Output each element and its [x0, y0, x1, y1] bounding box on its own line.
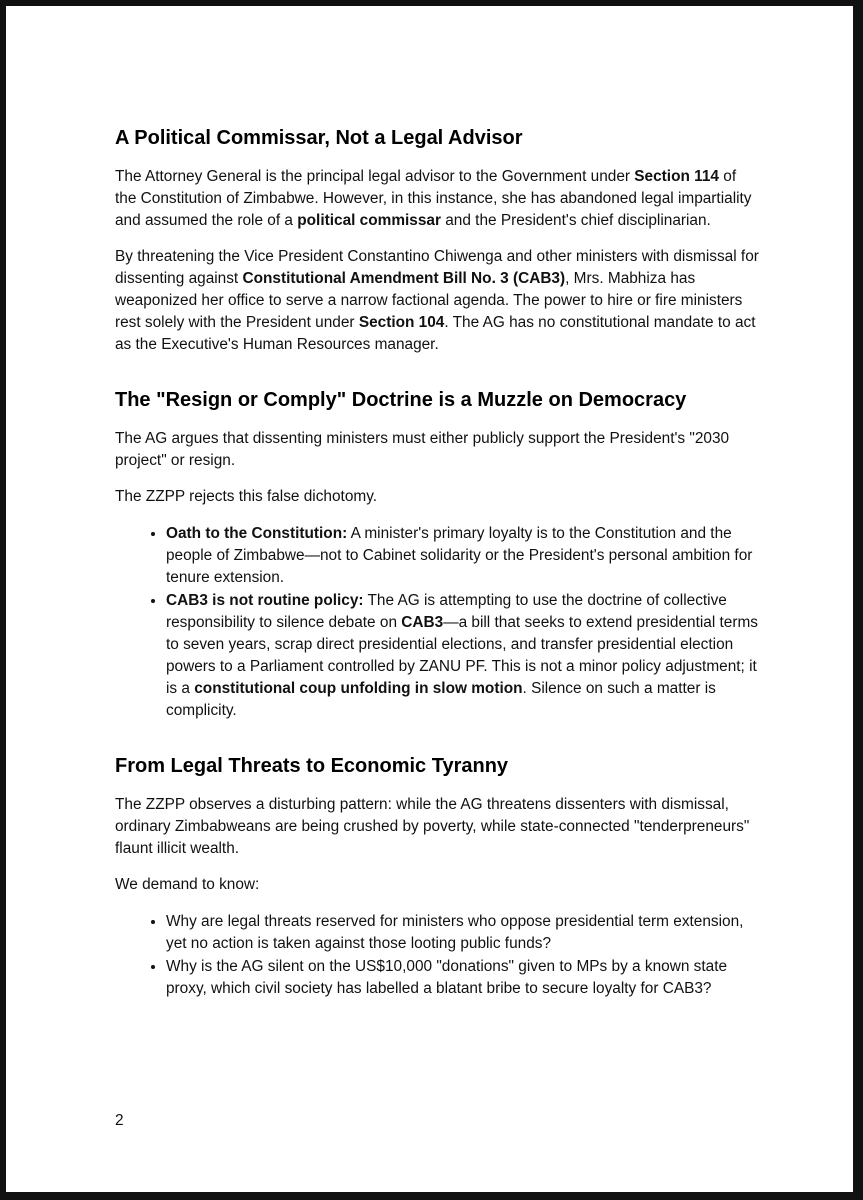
paragraph: We demand to know:	[115, 876, 260, 893]
bullet-list	[115, 910, 760, 1000]
bold-text: Constitutional Amendment Bill No. 3 (CAB3)	[242, 270, 566, 287]
document-page	[6, 6, 853, 1192]
section-heading-political-commissar: A Political Commissar, Not a Legal Advisor	[115, 127, 523, 149]
list-item	[166, 589, 760, 722]
page-number: 2	[115, 1112, 124, 1129]
text-run: . The AG has no constitutional mandate to act as the Executive's Human Resources manager.	[115, 314, 756, 353]
text-run: , Mrs. Mabhiza has weaponized her office to serve a narrow factional agenda. The power to hire or fire ministers rest solely with the President under	[115, 270, 743, 331]
text-run: A minister's primary loyalty is to the Constitution and the people of Zimbabwe—not to Cabinet solidarity or the President's personal ambition for tenure extension.	[166, 525, 753, 586]
bullet-list	[115, 522, 760, 722]
text-run: . Silence on such a matter is complicity.	[166, 680, 716, 719]
bold-text: Oath to the Constitution:	[166, 525, 348, 542]
text-run: The Attorney General is the principal legal advisor to the Government under	[115, 168, 635, 185]
bold-text: CAB3 is not routine policy:	[166, 592, 364, 609]
text-run: The AG is attempting to use the doctrine of collective responsibility to silence debate on	[166, 592, 727, 631]
text-run: By threatening the Vice President Constantino Chiwenga and other ministers with dismissal for dissenting against	[115, 248, 759, 287]
paragraph: The AG argues that dissenting ministers must either publicly support the President's "2030 project" or resign.	[115, 430, 730, 469]
text-run: —a bill that seeks to extend presidential terms to seven years, scrap direct presidential elections, and transfer presidential election powers to a Parliament controlled by ZANU PF. This is not a minor policy adjustment; it is a	[166, 614, 758, 697]
paragraph: The ZZPP rejects this false dichotomy.	[115, 488, 378, 505]
list-item	[166, 522, 760, 589]
bold-text: constitutional coup unfolding in slow motion	[194, 680, 523, 697]
text-run: and the President's chief disciplinarian.	[440, 212, 711, 229]
paragraph: The ZZPP observes a disturbing pattern: while the AG threatens dissenters with dismissal, ordinary Zimbabweans are being crushed by poverty, while state-connected "tenderpreneurs" flaunt illicit wealth.	[115, 796, 750, 857]
text-run: of the Constitution of Zimbabwe. However, in this instance, she has abandoned legal impartiality and assumed the role of a	[115, 168, 752, 229]
document-body	[115, 124, 760, 1014]
bold-text: Section 114	[634, 168, 719, 185]
section-heading-resign-or-comply: The "Resign or Comply" Doctrine is a Muzzle on Democracy	[115, 389, 687, 411]
bold-text: Section 104	[358, 314, 445, 331]
bold-text: political commissar	[297, 212, 441, 229]
section-heading-economic-tyranny: From Legal Threats to Economic Tyranny	[115, 755, 509, 777]
paragraph	[115, 166, 760, 232]
paragraph	[115, 246, 760, 356]
list-item: • Why is the AG silent on the US$10,000 "donations" given to MPs by a known state proxy, which civil society has labelled a blatant bribe to secure loyalty for CAB3?	[166, 955, 760, 1000]
bold-text: CAB3	[401, 614, 444, 631]
list-item: • Why are legal threats reserved for ministers who oppose presidential term extension, yet no action is taken against those looting public funds?	[166, 910, 760, 955]
